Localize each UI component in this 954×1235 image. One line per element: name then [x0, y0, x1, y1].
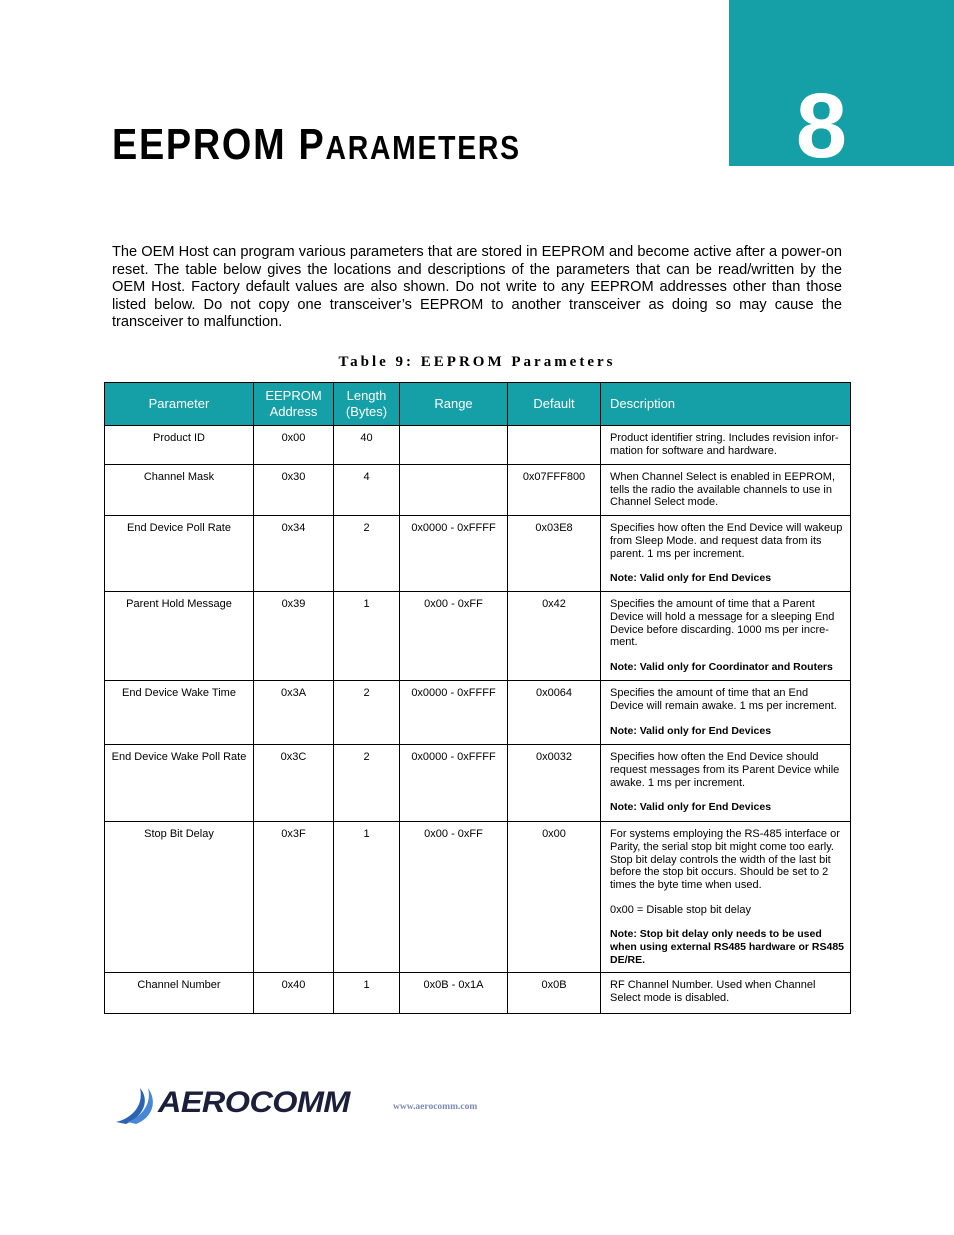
cell-parameter: Parent Hold Message — [105, 592, 254, 681]
cell-length: 1 — [334, 822, 400, 973]
cell-length: 4 — [334, 465, 400, 516]
cell-range — [400, 465, 508, 516]
cell-address: 0x3A — [254, 681, 334, 745]
table-row — [105, 822, 851, 973]
cell-length: 2 — [334, 745, 400, 822]
table-row — [105, 465, 851, 516]
description-note: Note: Valid only for Coordinator and Routers — [610, 660, 833, 673]
aerocomm-logo — [114, 1084, 394, 1126]
description-text: 0x00 = Disable stop bit delay — [610, 903, 751, 916]
footer-url[interactable]: www.aerocomm.com — [393, 1102, 478, 1112]
table-row — [105, 426, 851, 465]
cell-parameter: Channel Mask — [105, 465, 254, 516]
table-row — [105, 681, 851, 745]
cell-range: 0x00 - 0xFF — [400, 822, 508, 973]
table-row — [105, 745, 851, 822]
cell-address: 0x3C — [254, 745, 334, 822]
header-length: Length (Bytes) — [334, 383, 400, 426]
cell-range: 0x0B - 0x1A — [400, 973, 508, 1014]
description-note: Note: Valid only for End Devices — [610, 724, 772, 737]
chapter-tab — [729, 0, 954, 177]
description-text: Specifies how often the End Device should request messages from its Parent Device while awake. 1 ms per increment. — [610, 751, 840, 789]
cell-range: 0x0000 - 0xFFFF — [400, 681, 508, 745]
cell-description — [601, 973, 851, 1014]
cell-description — [601, 592, 851, 681]
cell-range: 0x0000 - 0xFFFF — [400, 516, 508, 592]
cell-range: 0x00 - 0xFF — [400, 592, 508, 681]
description-text: Specifies the amount of time that a Parent Device will hold a message for a sleeping End Device before discarding. 1000 ms per incre-ment. — [610, 598, 835, 649]
table-row — [105, 973, 851, 1014]
cell-length: 2 — [334, 516, 400, 592]
cell-default: 0x42 — [508, 592, 601, 681]
cell-range: 0x0000 - 0xFFFF — [400, 745, 508, 822]
description-text: For systems employing the RS-485 interface or Parity, the serial stop bit might come too early. Stop bit delay controls the width of the last bit before the stop bit occurs. Should be set to 2 times the byte time when used. — [610, 828, 840, 891]
cell-parameter: End Device Wake Poll Rate — [105, 745, 254, 822]
cell-default — [508, 426, 601, 465]
eeprom-parameters-table — [104, 382, 851, 1014]
swoosh-icon — [114, 1084, 164, 1126]
chapter-number: 8 — [795, 75, 848, 177]
table-body — [105, 426, 851, 1014]
cell-default: 0x0032 — [508, 745, 601, 822]
cell-default: 0x07FFF800 — [508, 465, 601, 516]
description-text: Specifies how often the End Device will wakeup from Sleep Mode. and request data from its parent. 1 ms per increment. — [610, 522, 843, 560]
cell-description — [601, 745, 851, 822]
cell-default: 0x03E8 — [508, 516, 601, 592]
cell-address: 0x30 — [254, 465, 334, 516]
cell-parameter: Channel Number — [105, 973, 254, 1014]
cell-default: 0x0B — [508, 973, 601, 1014]
cell-address: 0x00 — [254, 426, 334, 465]
cell-address: 0x3F — [254, 822, 334, 973]
table-header-row — [105, 383, 851, 426]
description-text: RF Channel Number. Used when Channel Select mode is disabled. — [610, 979, 816, 1005]
table-row — [105, 592, 851, 681]
cell-description — [601, 465, 851, 516]
cell-length: 2 — [334, 681, 400, 745]
cell-parameter: Product ID — [105, 426, 254, 465]
page-title-part1: EEPROM P — [112, 120, 326, 169]
intro-paragraph: The OEM Host can program various parameters that are stored in EEPROM and become active after a power-on reset. The table below gives the locations and descriptions of the parameters that can be read/written by the OEM Host. Factory default values are also shown. Do not write to any EEPROM addresses other than those listed below. Do not copy one transceiver’s EEPROM to another transceiver as doing so may cause the transceiver to malfunction. — [112, 244, 842, 330]
description-note: Note: Valid only for End Devices — [610, 801, 772, 814]
cell-default: 0x0064 — [508, 681, 601, 745]
page-title — [112, 120, 521, 170]
logo-wordmark: AEROCOMM — [158, 1086, 350, 1119]
cell-description — [601, 516, 851, 592]
cell-default: 0x00 — [508, 822, 601, 973]
cell-parameter: End Device Wake Time — [105, 681, 254, 745]
cell-parameter: Stop Bit Delay — [105, 822, 254, 973]
description-text: When Channel Select is enabled in EEPROM, tells the radio the available channels to use in Channel Select mode. — [610, 471, 836, 509]
cell-length: 1 — [334, 973, 400, 1014]
cell-range — [400, 426, 508, 465]
cell-description — [601, 426, 851, 465]
description-text: Product identifier string. Includes revision infor-mation for software and hardware. — [610, 432, 839, 457]
cell-length: 40 — [334, 426, 400, 465]
header-default: Default — [508, 383, 601, 426]
header-parameter: Parameter — [105, 383, 254, 426]
cell-description — [601, 822, 851, 973]
header-address: EEPROM Address — [254, 383, 334, 426]
cell-description — [601, 681, 851, 745]
table-row — [105, 516, 851, 592]
cell-address: 0x39 — [254, 592, 334, 681]
cell-parameter: End Device Poll Rate — [105, 516, 254, 592]
description-note: Note: Stop bit delay only needs to be used when using external RS485 hardware or RS485 DE/RE. — [610, 928, 845, 966]
description-note: Note: Valid only for End Devices — [610, 572, 772, 585]
page-title-part2: ARAMETERS — [325, 129, 521, 166]
header-range: Range — [400, 383, 508, 426]
cell-length: 1 — [334, 592, 400, 681]
cell-address: 0x40 — [254, 973, 334, 1014]
table-caption: Table 9: EEPROM Parameters — [338, 354, 616, 370]
description-text: Specifies the amount of time that an End Device will remain awake. 1 ms per increment. — [610, 687, 837, 712]
cell-address: 0x34 — [254, 516, 334, 592]
header-description: Description — [601, 383, 851, 426]
